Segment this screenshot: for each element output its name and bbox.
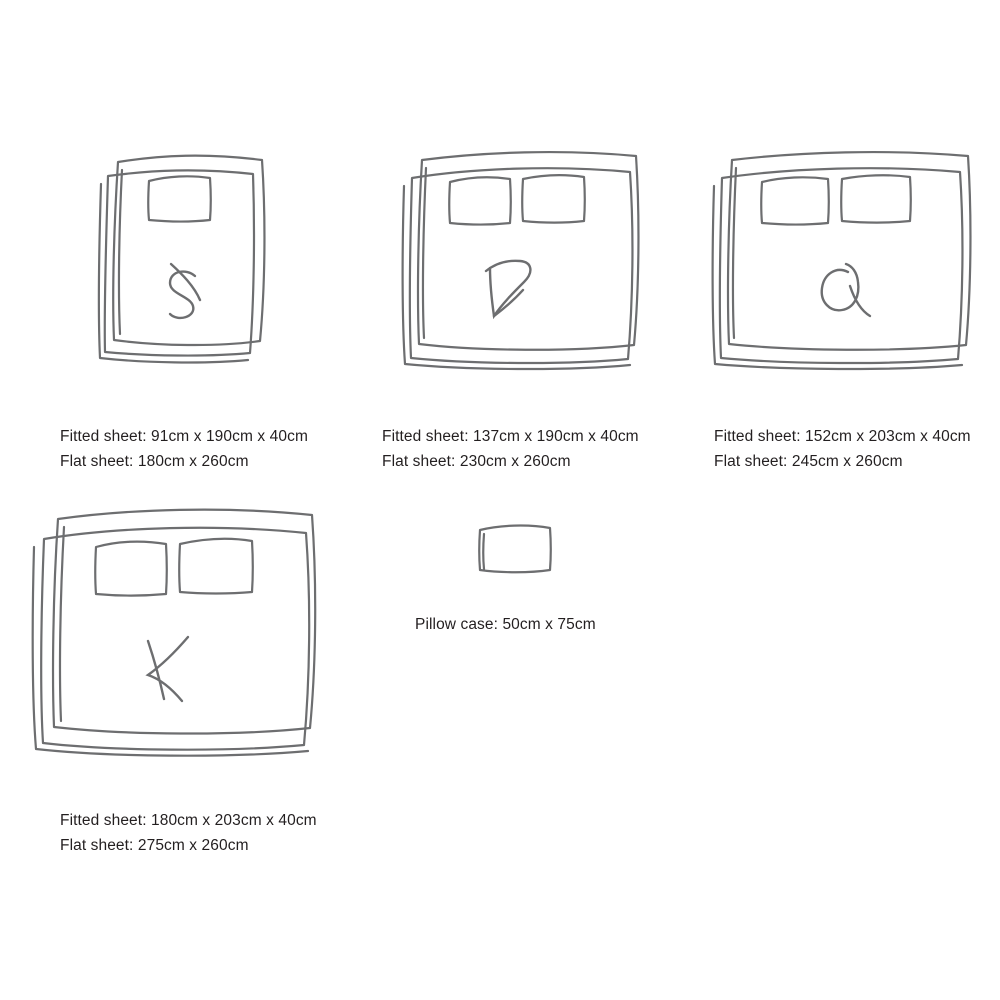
double-bed-illustration (390, 140, 650, 390)
queen-fitted-sheet-text: Fitted sheet: 152cm x 203cm x 40cm (714, 428, 971, 445)
queen-bed-caption (714, 424, 971, 474)
double-bed-sketch (390, 140, 650, 390)
queen-bed-sketch (700, 140, 985, 390)
king-bed-caption (60, 808, 317, 858)
pillow-case-text: Pillow case: 50cm x 75cm (415, 616, 596, 633)
queen-bed-initial (822, 264, 870, 316)
double-flat-sheet-text: Flat sheet: 230cm x 260cm (382, 453, 571, 470)
single-fitted-sheet-text: Fitted sheet: 91cm x 190cm x 40cm (60, 428, 308, 445)
double-fitted-sheet-text: Fitted sheet: 137cm x 190cm x 40cm (382, 428, 639, 445)
pillow-case-sketch (462, 512, 562, 582)
king-flat-sheet-text: Flat sheet: 275cm x 260cm (60, 837, 249, 854)
king-bed-initial (148, 637, 188, 701)
single-bed-initial (170, 264, 200, 318)
queen-bed-illustration (700, 140, 985, 390)
pillow-icon (148, 176, 211, 221)
pillow-icon (449, 175, 585, 224)
double-bed-caption (382, 424, 639, 474)
pillow-icon (95, 539, 253, 596)
pillow-case-caption (415, 612, 596, 637)
king-bed-sketch (20, 495, 340, 785)
queen-flat-sheet-text: Flat sheet: 245cm x 260cm (714, 453, 903, 470)
single-bed-illustration (78, 140, 278, 390)
pillow-case-illustration (462, 512, 562, 582)
single-flat-sheet-text: Flat sheet: 180cm x 260cm (60, 453, 249, 470)
king-bed-illustration (20, 495, 340, 785)
double-bed-initial (486, 261, 530, 316)
single-bed-sketch (78, 140, 278, 390)
single-bed-caption (60, 424, 308, 474)
pillow-icon (761, 175, 911, 224)
king-fitted-sheet-text: Fitted sheet: 180cm x 203cm x 40cm (60, 812, 317, 829)
